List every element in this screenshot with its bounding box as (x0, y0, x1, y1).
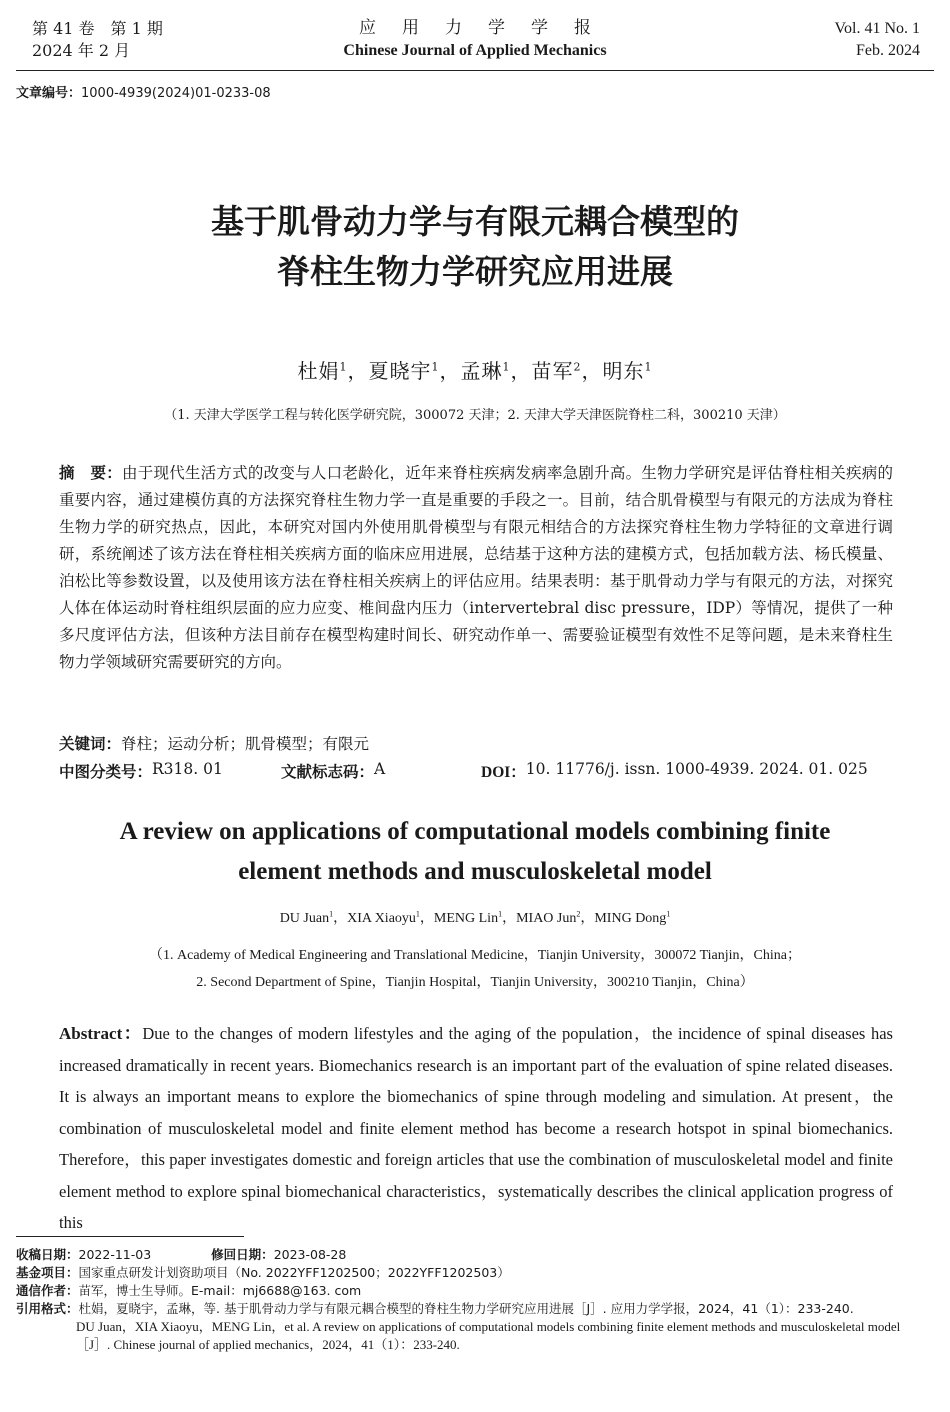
date-cn: 2024 年 2 月 (32, 41, 131, 60)
citation-en: DU Juan，XIA Xiaoyu，MENG Lin，et al. A review on applications of computational models combining finite element methods and musculoskeletal model［J］. Chinese journal of applied mechanics，2024，41（1）：233-240. (76, 1319, 901, 1352)
author-en: DU Juan$^1$ (279, 909, 334, 926)
clc-code: 中图分类号： R318. 01 (59, 760, 223, 781)
title-cn (0, 197, 950, 297)
abstract-cn-text: 由于现代生活方式的改变与人口老龄化，近年来脊柱疾病发病率急剧升高。生物力学研究是评估脊柱相关疾病的重要内容，通过建模仿真的方法探究脊柱生物力学一直是重要的手段之一。目前，结合肌骨模型与有限元的方法成为脊柱生物力学的研究热点，因此，本研究对国内外使用肌骨模型与有限元相结合的方法探究脊柱生物力学特征的文章进行调研，系统阐述了该方法在脊柱相关疾病方面的临床应用进展，总结基于这种方法的建模方式，包括加载方法、杨氏模量、泊松比等参数设置，以及使用该方法在脊柱相关疾病上的评估应用。结果表明：基于肌骨动力学与有限元的方法，对探究人体在体运动时脊柱组织层面的应力应变、椎间盘内压力（intervertebral disc pressure，IDP）等情况，提供了一种多尺度评估方法，但该种方法目前存在模型构建时间长、研究动作单一、需要验证模型有效性不足等问题，是未来脊柱生物力学领域研究需要研究的方向。 (59, 464, 893, 671)
author-en: MENG Lin$^1$ (433, 909, 503, 926)
affiliation-en-line1: （1. Academy of Medical Engineering and Translational Medicine，Tianjin University，300072 Tianjin，China； (149, 948, 801, 963)
volume-en: Vol. 41 No. 1 (834, 20, 920, 37)
volume-cn: 第 41 卷 第 1 期 (32, 19, 163, 38)
abstract-cn (59, 460, 893, 676)
document-code: 文献标志码： A (281, 760, 386, 781)
keywords-cn-text: 脊柱；运动分析；肌骨模型；有限元 (121, 735, 370, 753)
author-en: XIA Xiaoyu$^1$ (347, 909, 420, 926)
affiliation-cn: （1. 天津大学医学工程与转化医学研究院，300072 天津；2. 天津大学天津医院脊柱二科，300210 天津） (164, 408, 786, 423)
authors-cn: 杜娟$^1$，夏晓宇$^1$，孟琳$^1$，苗军$^2$，明东$^1$ (297, 359, 653, 383)
title-en-line1: A review on applications of computational models combining finite (119, 818, 831, 845)
author-cn: 夏晓宇$^1$ (368, 359, 440, 383)
author-en: MIAO Jun$^2$ (516, 909, 581, 926)
author-cn: 孟琳$^1$ (460, 359, 511, 383)
keywords-cn-label: 关键词： (59, 735, 122, 753)
title-cn-line1: 基于肌骨动力学与有限元耦合模型的 (211, 202, 739, 241)
fund-row: 基金项目：国家重点研发计划资助项目（No. 2022YFF1202500；2022YFF1202503） (16, 1265, 510, 1280)
journal-name-cn: 应用力学学报 (359, 18, 617, 38)
author-cn: 杜娟$^1$ (297, 359, 348, 383)
author-cn: 苗军$^2$ (531, 359, 582, 383)
citation-cn-row: 引用格式：杜娟，夏晓宇，孟琳，等. 基于肌骨动力学与有限元耦合模型的脊柱生物力学研究应用进展［J］. 应用力学学报，2024，41（1）：233-240. (16, 1301, 854, 1316)
footnote-divider (16, 1236, 244, 1237)
abstract-en-label: Abstract： (59, 1024, 143, 1043)
corresponding-author-row: 通信作者：苗军，博士生导师。E-mail：mj6688@163. com (16, 1283, 362, 1298)
article-number-label: 文章编号： (16, 86, 82, 101)
author-en: MING Dong$^1$ (594, 909, 671, 926)
abstract-cn-label: 摘 要： (59, 464, 122, 482)
affiliation-en-line2: 2. Second Department of Spine，Tianjin Hospital，Tianjin University，300210 Tianjin，China） (196, 975, 754, 990)
journal-name-en: Chinese Journal of Applied Mechanics (343, 42, 607, 59)
title-en-line2: element methods and musculoskeletal model (238, 858, 712, 885)
article-number (16, 82, 271, 101)
footnotes (16, 1246, 934, 1354)
header-divider (16, 70, 934, 71)
abstract-en-text: Due to the changes of modern lifestyles and the aging of the population，the incidence of spinal diseases has increased dramatically in recent years. Biomechanics research is an important part of the evaluation of spine related diseases. It is always an important means to explore the biomechanics of spine through modeling and simulation. At present，the combination of musculoskeletal model and finite element method has become a research hotspot in spinal biomechanics. Therefore，this paper investigates domestic and foreign articles that use the combination of musculoskeletal model and finite element method to explore spinal biomechanical characteristics，systematically describes the clinical application progress of this (59, 1024, 893, 1232)
abstract-en (59, 1018, 893, 1239)
affiliation-en (0, 942, 950, 996)
header-issue-en (835, 18, 921, 62)
journal-name (0, 16, 950, 62)
received-date: 2022-11-03 (78, 1247, 152, 1262)
article-number-value: 1000-4939(2024)01-0233-08 (81, 86, 271, 101)
title-en (0, 812, 950, 892)
doi[interactable]: DOI： 10. 11776/j. issn. 1000-4939. 2024. 01. 025 (481, 760, 868, 781)
revised-date: 2023-08-28 (273, 1247, 347, 1262)
keywords-cn (59, 732, 369, 754)
dates-row: 收稿日期：2022-11-03 修回日期：2023-08-28 (16, 1247, 347, 1262)
authors-en: DU Juan$^1$，XIA Xiaoyu$^1$，MENG Lin$^1$，MIAO Jun$^2$，MING Dong$^1$ (279, 909, 671, 926)
author-cn: 明东$^1$ (602, 359, 653, 383)
title-cn-line2: 脊柱生物力学研究应用进展 (277, 252, 673, 291)
date-en: Feb. 2024 (856, 42, 920, 59)
classification-row (59, 760, 893, 784)
